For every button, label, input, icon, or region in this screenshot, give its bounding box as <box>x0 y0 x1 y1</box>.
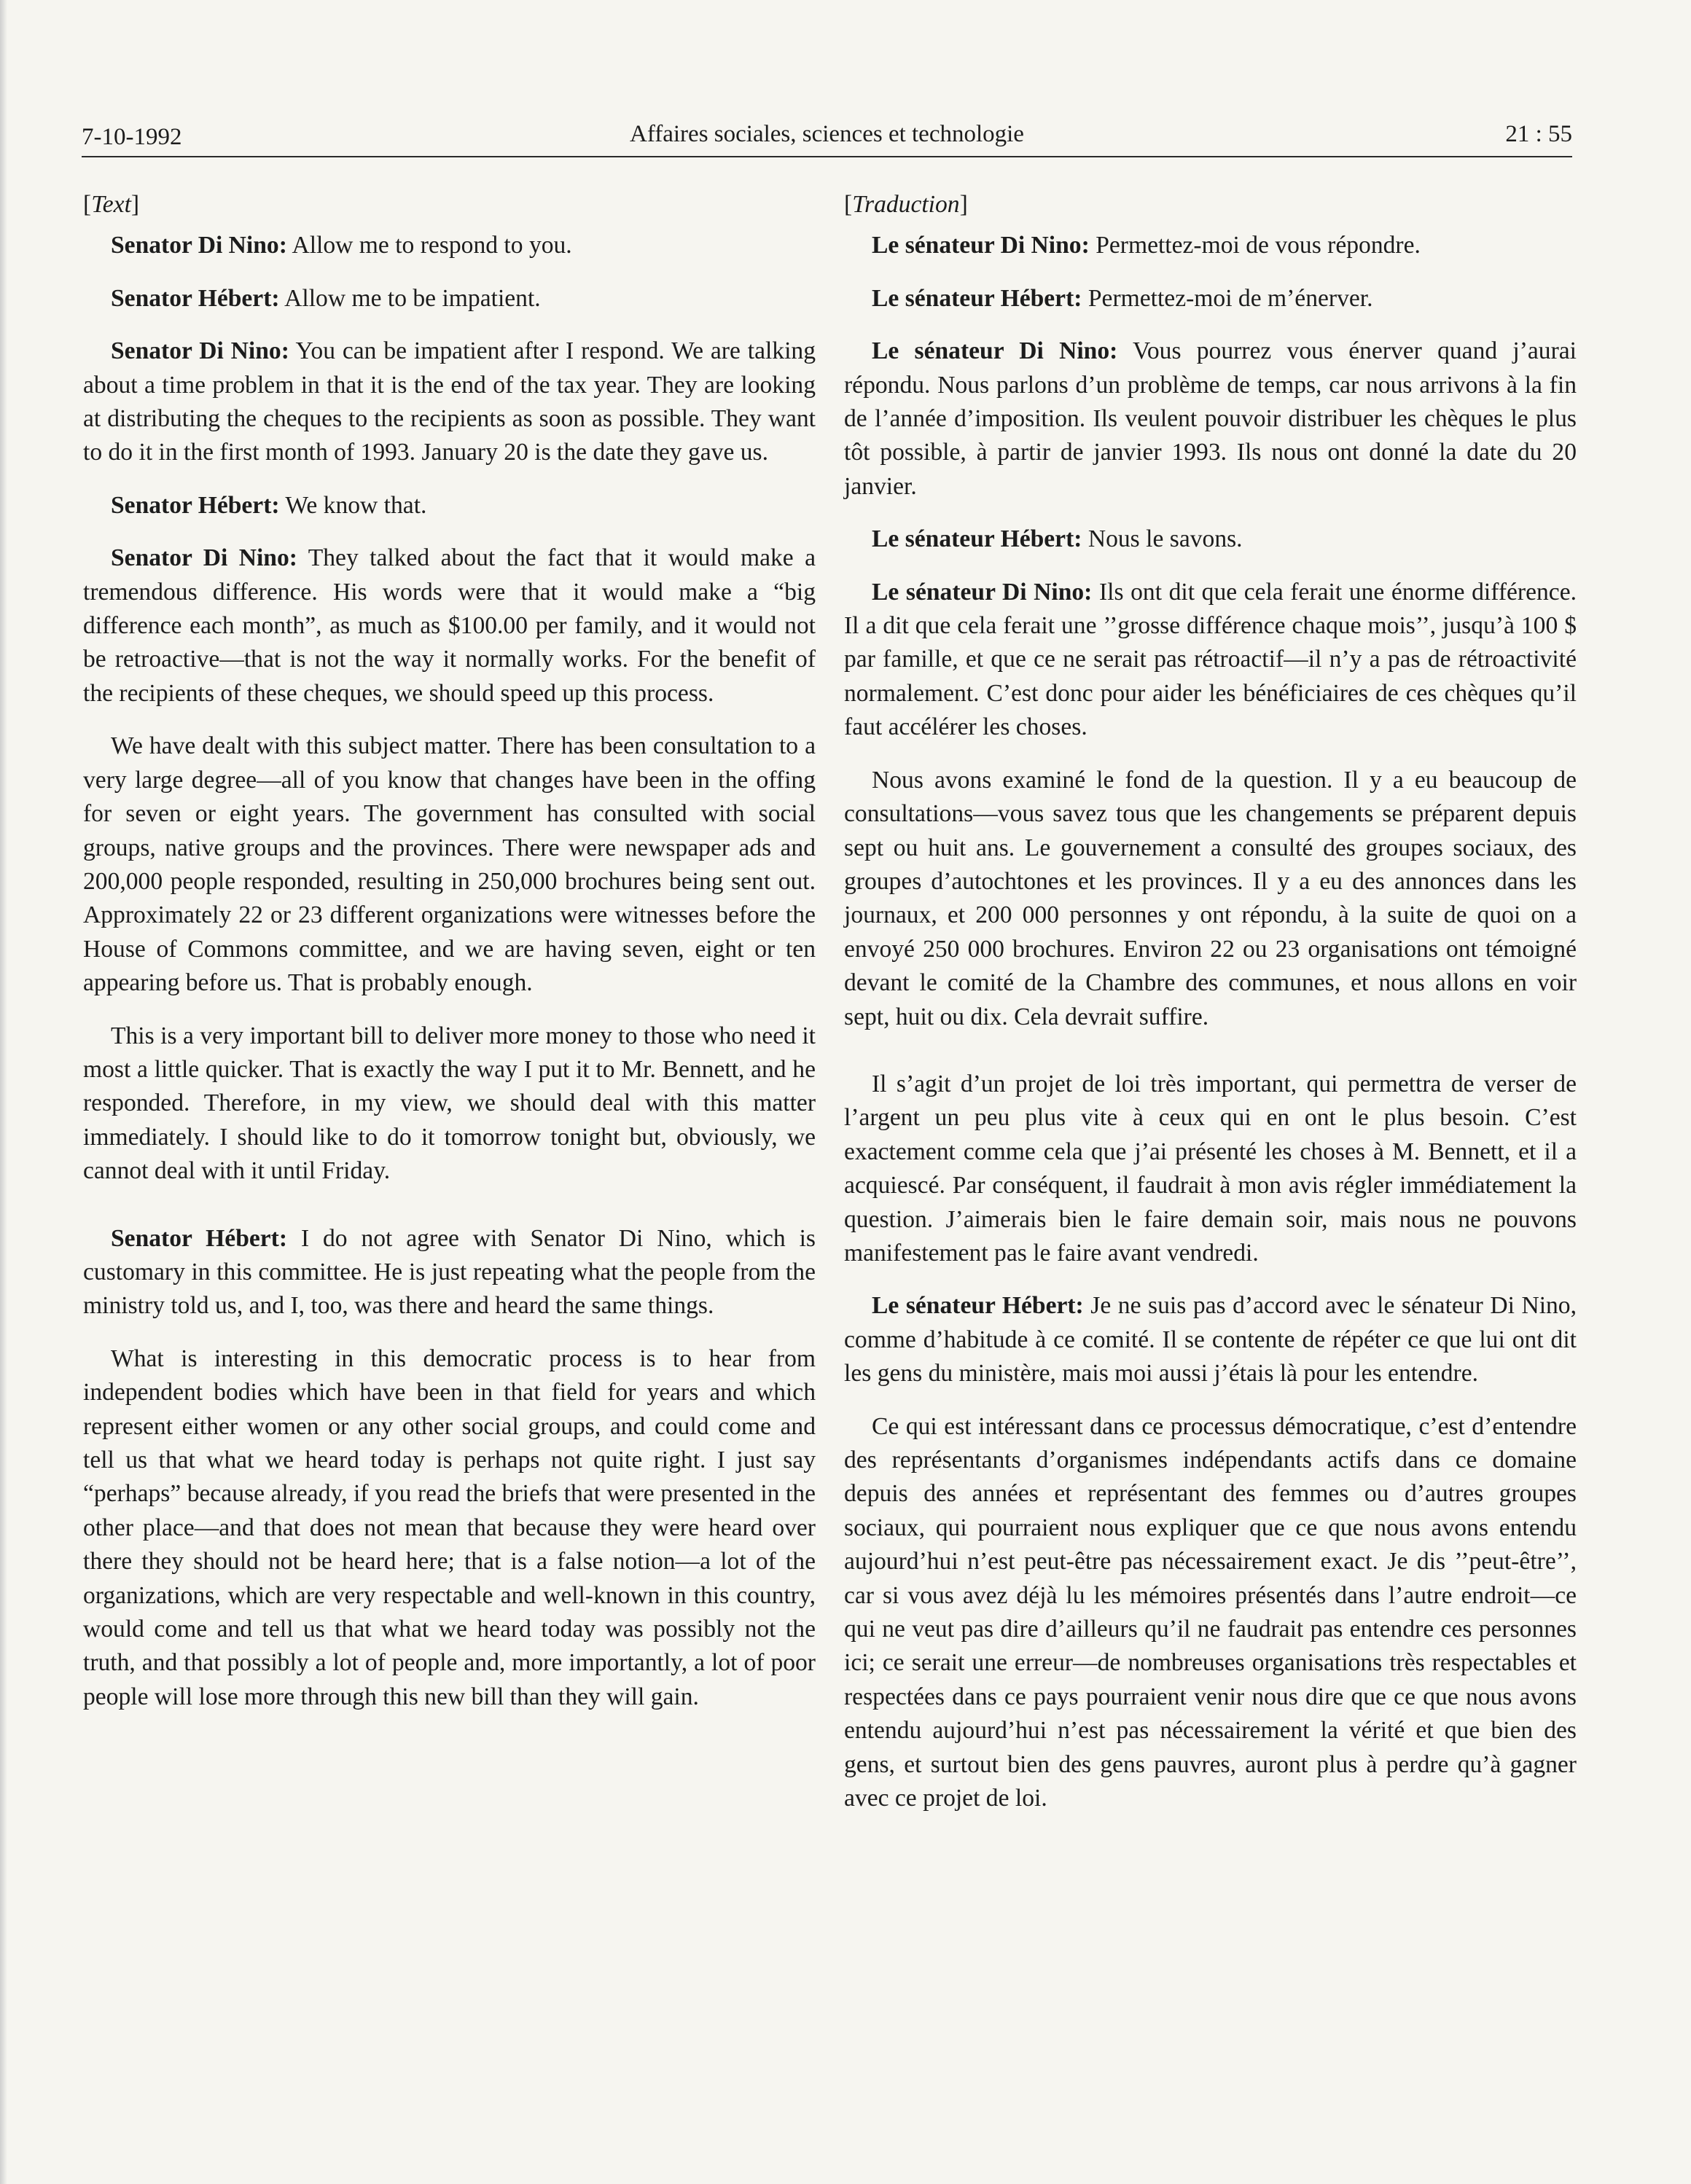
paragraph-text: Ce qui est intéressant dans ce processus démocratique, c’est d’entendre des représentants d’organismes indépendants actifs dans ce domaine depuis des années et représentant des femmes ou d’autres groupes sociaux, qui pourraient nous expliquer que ce que nous avons entendu aujourd’hui n’est peut-être pas nécessairement exact. Je dis ’’peut-être’’, car si vous avez déjà lu les mémoires présentés dans l’autre endroit—ce qui ne veut pas dire d’ailleurs qu’il ne faudrait pas entendre ces personnes ici; ce serait une erreur—de nombreuses organisations très respectables et respectées dans ce pays pourraient venir nous dire que ce que nous avons entendu aujourd’hui n’est pas nécessairement la vérité et que bien des gens, et surtout bien des gens pauvres, auront plus à perdre qu’à gagner avec ce projet de loi. <box>844 1412 1577 1812</box>
paragraph <box>844 1068 1577 1270</box>
paragraph <box>83 282 816 316</box>
english-column <box>83 188 816 1733</box>
header-page-number: 21 : 55 <box>1505 121 1572 147</box>
header-title: Affaires sociales, sciences et technologie <box>630 121 1024 147</box>
header-date: 7-10-1992 <box>82 124 182 150</box>
language-marker-text: Traduction <box>852 191 960 218</box>
speaker-name: Senator Hébert: <box>111 1224 288 1252</box>
paragraph <box>83 1019 816 1189</box>
language-marker-text: Text <box>91 191 131 218</box>
paragraph <box>83 541 816 711</box>
speaker-name: Senator Di Nino: <box>111 232 287 259</box>
speaker-name: Le sénateur Hébert: <box>872 525 1082 553</box>
page-header <box>82 117 1572 160</box>
speaker-name: Senator Hébert: <box>111 284 280 312</box>
speaker-name: Le sénateur Hébert: <box>872 284 1082 312</box>
paragraph-text: What is interesting in this democratic process is to hear from independent bodies which have been in that field for years and which represent either women or any other social groups, and could come and tell us that what we heard today is perhaps not quite right. I just say “perhaps” because already, if you read the briefs that were presented in the other place—and that does not mean that because they were heard over there they should not be heard here; that is a false notion—a lot of the organizations, which are very respectable and well-known in this country, would come and tell us that what we heard today was possibly not the truth, and that possibly a lot of people and, more importantly, a lot of poor people will lose more through this new bill than they will gain. <box>83 1345 816 1710</box>
paragraph <box>844 576 1577 745</box>
speaker-name: Le sénateur Di Nino: <box>872 232 1090 259</box>
paragraph-text: Allow me to respond to you. <box>292 232 572 259</box>
paragraph-text: Vous pourrez vous énerver quand j’aurai répondu. Nous parlons d’un problème de temps, car nous arrivons à la fin de l’année d’imposition. Ils veulent pouvoir distribuer les chèques le plus tôt possible, à partir de janvier 1993. Ils nous ont donné la date du 20 janvier. <box>844 337 1577 500</box>
paragraph-text: You can be impatient after I respond. We are talking about a time problem in that it is the end of the tax year. They are looking at distributing the cheques to the recipients as soon as possible. They want to do it in the first month of 1993. January 20 is the date they gave us. <box>83 337 816 466</box>
paragraph-text: Je ne suis pas d’accord avec le sénateur Di Nino, comme d’habitude à ce comité. Il se contente de répéter ce que lui ont dit les gens du ministère, mais moi aussi j’étais là pour les entendre. <box>844 1292 1577 1387</box>
paragraph <box>83 1342 816 1714</box>
paragraph <box>83 729 816 1000</box>
speaker-name: Senator Hébert: <box>111 491 280 519</box>
paragraph-text: This is a very important bill to deliver more money to those who need it most a little quicker. That is exactly the way I put it to Mr. Bennett, and he responded. Therefore, in my view, we should deal with this matter immediately. I should like to do it tomorrow tonight but, obviously, we cannot deal with it until Friday. <box>83 1022 816 1185</box>
paragraph-text: Permettez-moi de m’énerver. <box>1087 284 1373 312</box>
paragraph <box>83 334 816 470</box>
language-marker: [Text] <box>83 191 140 218</box>
paragraph-text: Nous avons examiné le fond de la question. Il y a eu beaucoup de consultations—vous savez tous que les changements se préparent depuis sept ou huit ans. Le gouvernement a consulté des groupes sociaux, des groupes d’autochtones et les provinces. Il y a eu des annonces dans les journaux, et 200 000 personnes y ont répondu, à la suite de quoi on a envoyé 250 000 brochures. Environ 22 ou 23 organisations ont témoigné devant le comité de la Chambre des communes, et nous allons en voir sept, huit ou dix. Cela devrait suffire. <box>844 766 1577 1030</box>
paragraph <box>844 334 1577 504</box>
paragraph-text: We have dealt with this subject matter. There has been consultation to a very large degree—all of you know that changes have been in the offing for seven or eight years. The government has consulted with social groups, native groups and the provinces. There were newspaper ads and 200,000 people responded, resulting in 250,000 brochures being sent out. Approximately 22 or 23 different organizations were witnesses before the House of Commons committee, and we are having seven, eight or ten appearing before us. That is probably enough. <box>83 732 816 997</box>
paragraph-text: We know that. <box>285 491 427 519</box>
speaker-name: Le sénateur Hébert: <box>872 1292 1084 1320</box>
paragraph <box>844 1289 1577 1390</box>
paragraph <box>83 1222 816 1323</box>
paragraph <box>83 489 816 522</box>
paragraph <box>83 229 816 262</box>
french-column <box>844 188 1577 1834</box>
paragraph <box>844 282 1577 316</box>
paragraph <box>844 229 1577 262</box>
speaker-name: Le sénateur Di Nino: <box>872 578 1093 606</box>
paragraph <box>844 764 1577 1034</box>
page-edge-shadow <box>0 0 7 2184</box>
speaker-name: Senator Di Nino: <box>111 337 289 365</box>
paragraph <box>844 1410 1577 1816</box>
language-marker: [Traduction] <box>844 191 968 218</box>
speaker-name: Senator Di Nino: <box>111 544 297 572</box>
paragraph-text: Ils ont dit que cela ferait une énorme différence. Il a dit que cela ferait une ’’grosse différence chaque mois’’, jusqu’à 100 $ par famille, et que ce ne serait pas rétroactif—il n’y a pas de rétroactivité normalement. C’est donc pour aider les bénéficiaires de ces chèques qu’il faut accélérer les choses. <box>844 578 1577 741</box>
paragraph-text: Allow me to be impatient. <box>284 284 541 312</box>
paragraph-text: Nous le savons. <box>1087 525 1243 553</box>
paragraph-text: Il s’agit d’un projet de loi très important, qui permettra de verser de l’argent un peu plus vite à ceux qui en ont le plus besoin. C’est exactement comme cela que j’ai présenté les choses à M. Bennett, et il a acquiescé. Par conséquent, il faudrait à mon avis régler immédiatement la question. J’aimerais bien le faire demain soir, mais nous ne pouvons manifestement pas le faire avant vendredi. <box>844 1070 1577 1267</box>
paragraph-text: I do not agree with Senator Di Nino, which is customary in this committee. He is just repeating what the people from the ministry told us, and I, too, was there and heard the same things. <box>83 1224 816 1320</box>
header-rule <box>82 156 1572 157</box>
speaker-name: Le sénateur Di Nino: <box>872 337 1118 365</box>
paragraph-text: They talked about the fact that it would make a tremendous difference. His words were that it would make a “big difference each month”, as much as $100.00 per family, and it would not be retroactive—that is not the way it normally works. For the benefit of the recipients of these cheques, we should speed up this process. <box>83 544 816 707</box>
paragraph-text: Permettez-moi de vous répondre. <box>1096 232 1421 259</box>
paragraph <box>844 522 1577 556</box>
